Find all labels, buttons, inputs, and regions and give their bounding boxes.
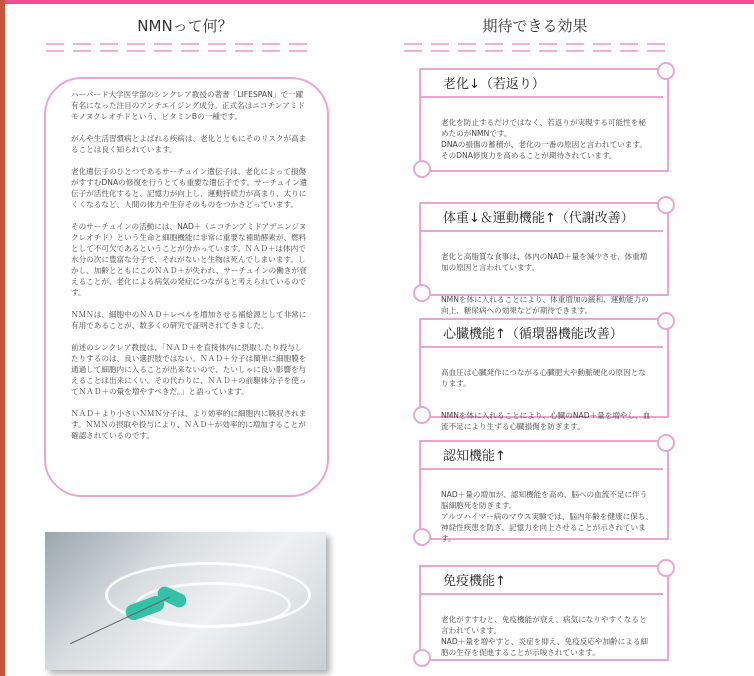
effect-title: 体重↓＆運動機能↑（代謝改善） — [421, 204, 663, 232]
effect-title: 免疫機能↑ — [421, 567, 663, 595]
effect-card-immunity — [419, 565, 669, 661]
effect-text: 老化を防止するだけではなく、若返りが実現する可能性を秘めたのがNMNです。 DNAの損傷の蓄積が、老化の一番の原因と言われています。 そのDNA修復力を高めることが期待されています。 — [441, 118, 647, 160]
nmn-heading: NMNって何？ — [137, 17, 233, 35]
heading-divider-left — [46, 43, 307, 52]
effect-title: 認知機能↑ — [421, 442, 663, 470]
effect-card-aging — [419, 68, 669, 172]
description-paragraph: ＮＡＤ＋より小さいＮＭＮ分子は、より効率的に細胞内に吸収されます。ＮＭＮの摂取や投与により、ＮＡＤ＋が効率的に増加することが確認されているのです。 — [71, 409, 307, 440]
effect-text: 老化がすすむと、免疫機能が衰え、病気になりやすくなると言われています。 NAD＋量を増やすと、炎症を抑え、免疫反応や加齢による細胞の生存を促進することが示唆されています。 — [441, 615, 649, 657]
iv-drip-photo — [45, 532, 326, 670]
description-paragraph: ＮＭＮは、細胞中のＮＡＤ＋レベルを増加させる補給源として非常に有用であることが、数多くの研究で証明されてきました。 — [71, 310, 307, 330]
effect-title: 老化↓（若返り） — [421, 70, 663, 98]
description-paragraph: 老化遺伝子のひとつであるサーチュイン遺伝子は、老化によって損傷がすすむDNAの修復を行うとても重要な遺伝子です。サーチュイン遺伝子が活性化すると、記憶力が向上し、運動持続力が高まり、太りにくくなるなど、人間の体力や生存そのものをつかさどっています。 — [71, 167, 308, 209]
nmn-description-box — [44, 77, 329, 497]
left-accent-bar — [0, 0, 5, 676]
effect-text: NMNを体に入れることにより、体重増加の緩和、運動能力の向上、糖尿病への効果などが期待できます。 — [441, 295, 649, 315]
effect-card-cognition — [419, 440, 669, 543]
effects-heading: 期待できる効果 — [482, 17, 588, 35]
description-paragraph: そのサーチュインの活動には、NAD＋（ニコチンアミドアデニンジヌクレオチド）という生命と細胞機能に非常に重要な補助酵素が、燃料として不可欠であるということが分かっています。ＮＡＤ＋は体内で水分の次に豊富な分子で、それがないと生物は死んでしまいます。しかし、加齢とともにこのＮＡＤ＋が失われ、サーチュインの働きが衰えることが、老化による病気の発症につながると考えられているのです。 — [71, 222, 307, 297]
effect-text: 老化と高脂質な食事は、体内のNAD＋量を減少させ、体重増加の原因と言われています。 — [441, 252, 648, 272]
description-paragraph: 前述のシンクレア教授は、「ＮＡＤ＋を直接体内に摂取したり投与したりするのは、良い選択肢ではない。ＮＡＤ＋分子は簡単に細胞膜を通過して細胞内に入ることが出来ないので、たいしゃに良い影響を与えることは出来にくい。その代わりに、ＮＡＤ＋の前駆体分子を使ってＮＡＤ＋の量を増やすべきだ。」と語っています。 — [71, 343, 307, 396]
effect-text: NMNを体に入れることにより、心臓のNAD＋量を増やし、血流不足により生ずる心臓損傷を防ぎます。 — [441, 411, 651, 431]
top-accent-bar — [0, 0, 754, 4]
effect-card-metabolism — [419, 202, 669, 315]
effect-text: NAD＋量の増加が、認知機能を高め、脳への血流不足に伴う脳細胞死を防ぎます。 アルツハイマー病のマウス実験では、脳内年齢を健康に保ち、神経性疾患を防ぎ、記憶力を向上させることが示されています。 — [441, 490, 653, 543]
description-paragraph: がんや生活習慣病とよばれる疾病は、老化とともにそのリスクが高まることは良く知られています。 — [71, 134, 307, 154]
effect-text: 高血圧は心臓発作につながる心臓肥大や動脈硬化の原因となります。 — [441, 368, 646, 388]
description-paragraph: ハーバード大学医学部のシンクレア教授の著書「LIFESPAN」で一躍有名になった注目のアンチエイジング成分。正式名はニコチンアミドモノヌクレオチドという、ビタミンBの一種です。 — [71, 90, 306, 121]
heading-divider-right — [404, 43, 665, 52]
effect-title: 心臓機能↑（循環器機能改善） — [421, 320, 663, 348]
effect-card-heart — [419, 318, 669, 431]
